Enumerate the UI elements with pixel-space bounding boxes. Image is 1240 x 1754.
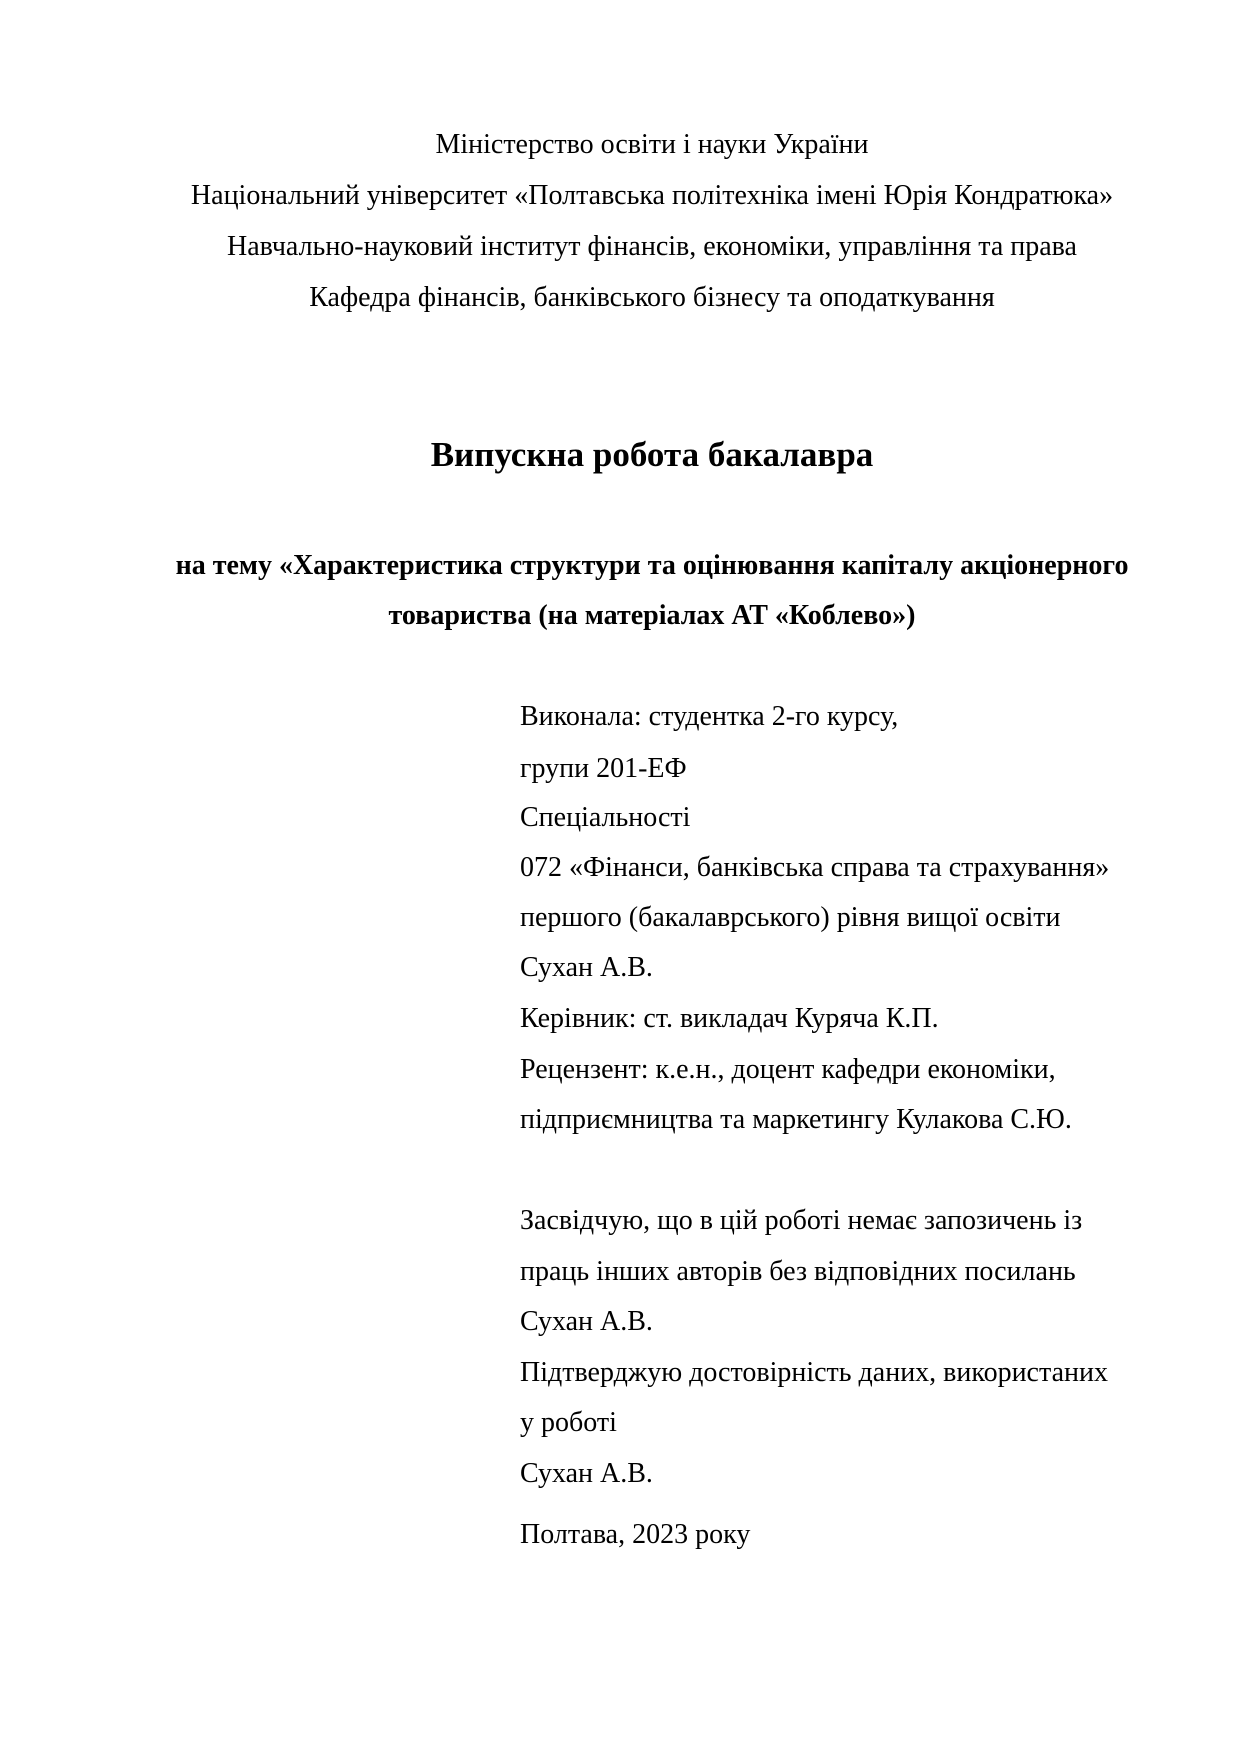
reviewer-line: Рецензент: к.е.н., доцент кафедри економіки, (520, 1054, 1056, 1085)
author-info-line: Виконала: студентка 2-го курсу, (520, 701, 899, 732)
place-and-year: Полтава, 2023 року (520, 1519, 751, 1550)
signature-name: Сухан А.В. (520, 1458, 653, 1489)
signature-name: Сухан А.В. (520, 1306, 653, 1337)
theme-line-1: на тему «Характеристика структури та оцінювання капіталу акціонерного (175, 550, 1129, 581)
author-info-line: групи 201-ЕФ (520, 753, 687, 784)
author-info-line: першого (бакалаврського) рівня вищої освіти (520, 902, 1061, 933)
theme-line-2: товариства (на матеріалах АТ «Коблево») (388, 600, 916, 631)
reviewer-line: підприємництва та маркетингу Кулакова С.Ю. (520, 1104, 1072, 1135)
document-title: Випускна робота бакалавра (430, 435, 874, 474)
author-info-line: Сухан А.В. (520, 952, 653, 983)
department-line: Кафедра фінансів, банківського бізнесу та оподаткування (309, 282, 995, 313)
certification-line: Підтверджую достовірність даних, використаних (520, 1357, 1108, 1388)
author-info-line: Спеціальності (520, 802, 691, 833)
certification-line: праць інших авторів без відповідних посилань (520, 1256, 1076, 1287)
certification-line: у роботі (520, 1407, 617, 1438)
certification-line: Засвідчую, що в цій роботі немає запозичень із (520, 1205, 1083, 1236)
supervisor-line: Керівник: ст. викладач Куряча К.П. (520, 1003, 939, 1034)
ministry-line: Міністерство освіти і науки України (435, 129, 869, 160)
university-line: Національний університет «Полтавська політехніка імені Юрія Кондратюка» (190, 180, 1114, 211)
institute-line: Навчально-науковий інститут фінансів, економіки, управління та права (227, 231, 1077, 262)
author-info-line: 072 «Фінанси, банківська справа та страхування» (520, 852, 1110, 883)
